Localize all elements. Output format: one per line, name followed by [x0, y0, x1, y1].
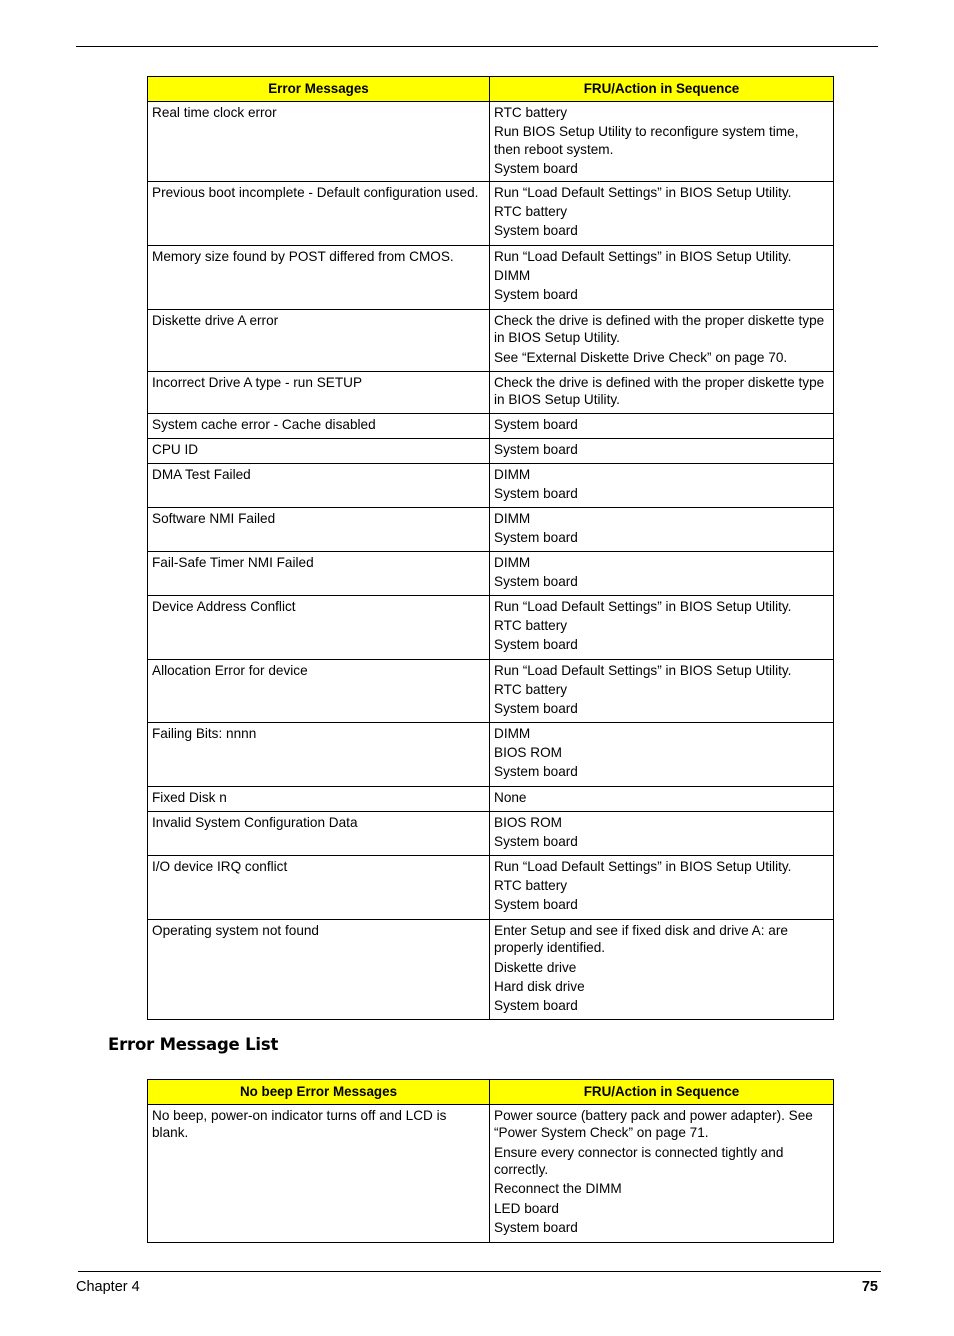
column-header-fru-action: FRU/Action in Sequence	[490, 77, 834, 102]
header-rule	[76, 46, 878, 47]
fru-action-item: Run “Load Default Settings” in BIOS Setup Utility.	[494, 662, 792, 678]
table-row	[148, 660, 834, 723]
error-message-text: DMA Test Failed	[152, 466, 251, 482]
table-row	[148, 246, 834, 310]
fru-action-item: Run BIOS Setup Utility to reconfigure system time, then reboot system.	[494, 124, 799, 157]
table-row	[148, 102, 834, 182]
error-message-cell	[148, 812, 490, 856]
fru-action-cell	[490, 723, 834, 787]
fru-action-cell	[490, 1105, 834, 1243]
fru-action-item: System board	[494, 764, 578, 780]
table-header-row	[148, 1080, 834, 1105]
fru-action-item: RTC battery	[494, 682, 568, 698]
table-row	[148, 787, 834, 812]
fru-action-cell	[490, 182, 834, 246]
fru-action-item: System board	[494, 998, 578, 1014]
column-header-no-beep-errors: No beep Error Messages	[148, 1080, 490, 1105]
fru-action-item: System board	[494, 486, 578, 502]
no-beep-error-table	[147, 1079, 834, 1243]
fru-action-cell	[490, 552, 834, 596]
error-message-cell	[148, 787, 490, 812]
error-message-cell	[148, 920, 490, 1020]
fru-action-cell	[490, 310, 834, 372]
error-message-text: System cache error - Cache disabled	[152, 416, 376, 432]
fru-action-item: Run “Load Default Settings” in BIOS Setup Utility.	[494, 248, 792, 264]
fru-action-item: System board	[494, 287, 578, 303]
fru-action-cell	[490, 920, 834, 1020]
fru-action-item: DIMM	[494, 466, 531, 482]
fru-action-item: System board	[494, 530, 578, 546]
error-message-cell	[148, 1105, 490, 1243]
fru-action-item: Reconnect the DIMM	[494, 1181, 622, 1197]
fru-action-item: Power source (battery pack and power adapter). See “Power System Check” on page 71.	[494, 1107, 813, 1141]
error-message-text: Real time clock error	[152, 104, 277, 120]
error-message-cell	[148, 508, 490, 552]
error-message-cell	[148, 414, 490, 439]
table-row	[148, 414, 834, 439]
fru-action-item: DIMM	[494, 510, 531, 526]
fru-action-item: System board	[494, 701, 578, 717]
fru-action-item: System board	[494, 574, 578, 590]
error-message-cell	[148, 596, 490, 660]
fru-action-cell	[490, 414, 834, 439]
table-row	[148, 723, 834, 787]
fru-action-item: DIMM	[494, 268, 531, 284]
error-message-text: Incorrect Drive A type - run SETUP	[152, 374, 363, 390]
table-row	[148, 812, 834, 856]
error-message-cell	[148, 552, 490, 596]
error-message-text: Software NMI Failed	[152, 510, 276, 526]
fru-action-cell	[490, 372, 834, 414]
error-messages-table	[147, 76, 834, 1020]
fru-action-cell	[490, 812, 834, 856]
fru-action-cell	[490, 596, 834, 660]
fru-action-cell	[490, 246, 834, 310]
fru-action-item: System board	[494, 897, 578, 913]
fru-action-cell	[490, 102, 834, 182]
error-message-cell	[148, 439, 490, 464]
fru-action-item: Hard disk drive	[494, 978, 585, 994]
fru-action-item: See “External Diskette Drive Check” on page 70.	[494, 349, 788, 365]
table-row	[148, 464, 834, 508]
fru-action-item: System board	[494, 637, 578, 653]
error-message-text: Device Address Conflict	[152, 598, 296, 614]
fru-action-item: System board	[494, 223, 578, 239]
table-header-row	[148, 77, 834, 102]
column-header-fru-action: FRU/Action in Sequence	[490, 1080, 834, 1105]
fru-action-item: Check the drive is defined with the proper diskette type in BIOS Setup Utility.	[494, 312, 825, 346]
fru-action-item: None	[494, 789, 527, 805]
fru-action-item: BIOS ROM	[494, 745, 562, 761]
fru-action-item: RTC battery	[494, 204, 568, 220]
fru-action-item: DIMM	[494, 725, 531, 741]
fru-action-item: System board	[494, 160, 578, 176]
table-row	[148, 508, 834, 552]
fru-action-item: Run “Load Default Settings” in BIOS Setup Utility.	[494, 598, 792, 614]
error-message-text: I/O device IRQ conflict	[152, 858, 288, 874]
table-row	[148, 372, 834, 414]
fru-action-cell	[490, 464, 834, 508]
fru-action-item: RTC battery	[494, 618, 568, 634]
table-row	[148, 552, 834, 596]
fru-action-cell	[490, 787, 834, 812]
error-message-text: Memory size found by POST differed from CMOS.	[152, 248, 454, 264]
error-message-cell	[148, 182, 490, 246]
footer-page-number: 75	[861, 1279, 878, 1295]
error-message-text: Allocation Error for device	[152, 662, 308, 678]
fru-action-item: System board	[494, 1219, 578, 1235]
table-row	[148, 596, 834, 660]
fru-action-item: Run “Load Default Settings” in BIOS Setup Utility.	[494, 184, 792, 200]
error-message-cell	[148, 723, 490, 787]
fru-action-item: System board	[494, 834, 578, 850]
error-message-cell	[148, 246, 490, 310]
table-row	[148, 182, 834, 246]
error-message-text: Operating system not found	[152, 922, 319, 938]
error-message-text: Invalid System Configuration Data	[152, 814, 358, 830]
footer-chapter: Chapter 4	[76, 1279, 140, 1295]
error-message-text: No beep, power-on indicator turns off and LCD is blank.	[152, 1107, 447, 1141]
table-row	[148, 439, 834, 464]
table-row	[148, 856, 834, 920]
error-message-text: Failing Bits: nnnn	[152, 725, 257, 741]
fru-action-item: Enter Setup and see if fixed disk and drive A: are properly identified.	[494, 922, 788, 956]
fru-action-item: System board	[494, 441, 578, 457]
fru-action-item: RTC battery	[494, 104, 568, 120]
fru-action-cell	[490, 660, 834, 723]
section-title: Error Message List	[108, 1035, 279, 1054]
fru-action-item: Diskette drive	[494, 959, 577, 975]
column-header-error-messages: Error Messages	[148, 77, 490, 102]
error-message-text: Fixed Disk n	[152, 789, 227, 805]
table-row	[148, 1105, 834, 1243]
fru-action-item: Ensure every connector is connected tightly and correctly.	[494, 1144, 784, 1178]
error-message-cell	[148, 102, 490, 182]
footer-rule	[78, 1271, 881, 1272]
fru-action-cell	[490, 856, 834, 920]
error-message-cell	[148, 856, 490, 920]
error-message-cell	[148, 660, 490, 723]
error-message-cell	[148, 372, 490, 414]
error-message-cell	[148, 464, 490, 508]
fru-action-item: Check the drive is defined with the proper diskette type in BIOS Setup Utility.	[494, 374, 825, 408]
error-message-text: CPU ID	[152, 441, 199, 457]
table-row	[148, 310, 834, 372]
fru-action-item: RTC battery	[494, 878, 568, 894]
error-message-text: Previous boot incomplete - Default configuration used.	[152, 184, 479, 200]
table-row	[148, 920, 834, 1020]
error-message-text: Diskette drive A error	[152, 312, 279, 328]
error-message-text: Fail-Safe Timer NMI Failed	[152, 554, 314, 570]
fru-action-item: System board	[494, 416, 578, 432]
fru-action-item: BIOS ROM	[494, 814, 562, 830]
error-message-cell	[148, 310, 490, 372]
fru-action-cell	[490, 439, 834, 464]
fru-action-item: Run “Load Default Settings” in BIOS Setup Utility.	[494, 858, 792, 874]
fru-action-cell	[490, 508, 834, 552]
fru-action-item: DIMM	[494, 554, 531, 570]
fru-action-item: LED board	[494, 1200, 559, 1216]
